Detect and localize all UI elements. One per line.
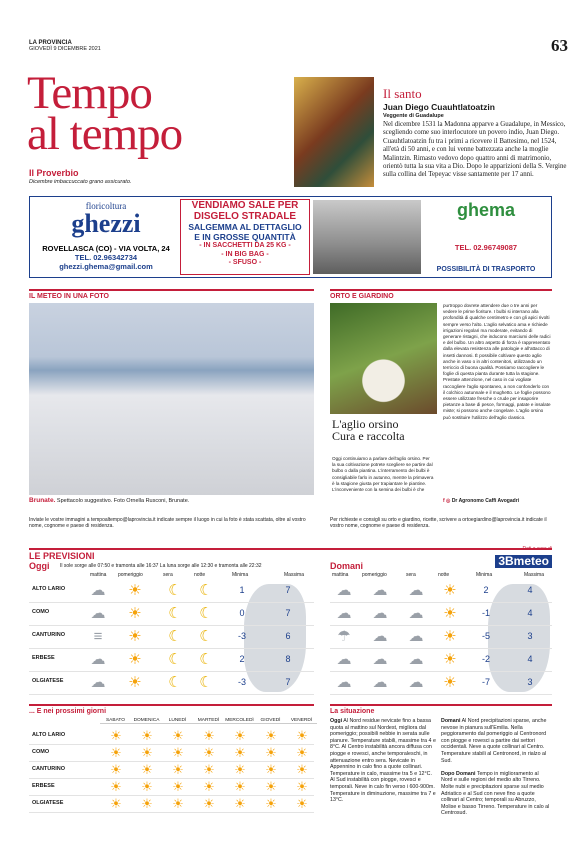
ad-ghema-transport: POSSIBILITÀ DI TRASPORTO (436, 266, 536, 273)
cloud-icon: ☁ (372, 674, 388, 691)
previsioni-heading: LE PREVISIONI (29, 548, 552, 561)
sun-icon: ☀ (265, 796, 277, 811)
temp-max: 3 (527, 631, 533, 641)
temp-max: 4 (527, 608, 533, 618)
sun-icon: ☀ (128, 605, 142, 622)
week-day-header: GIOVEDÌ (255, 718, 286, 724)
situazione-oggi (330, 718, 436, 804)
col-massima-dom: Massima (524, 572, 545, 578)
temp-min: -5 (481, 631, 490, 641)
temp-max: 6 (285, 631, 291, 641)
row-divider (29, 694, 314, 695)
meteo-foto-heading: IL METEO IN UNA FOTO (29, 289, 314, 300)
sun-icon: ☀ (296, 728, 308, 743)
ad-mid-line4: E IN GROSSE QUANTITÀ (194, 232, 296, 242)
moon-icon: ☾ (168, 651, 182, 668)
sun-icon: ☀ (172, 796, 184, 811)
orto-author (443, 498, 519, 504)
week-day-header: MERCOLEDÌ (225, 718, 254, 723)
orto-photo (330, 303, 437, 414)
sun-icon: ☀ (265, 728, 277, 743)
cloud-icon: ☁ (372, 605, 388, 622)
sun-icon: ☀ (141, 745, 153, 760)
temp-max: 7 (285, 608, 291, 618)
proverb-text: Dicembre imbaccuccato grano assicurato. (29, 179, 132, 185)
ad-warehouse-photo (313, 200, 421, 274)
row-divider (330, 694, 552, 695)
cloud-icon: ☁ (336, 582, 352, 599)
prossimi-heading: ... E nei prossimi giorni (29, 704, 314, 715)
orto-author-name: Dr Agronomo Caffi Avogadri (451, 498, 520, 504)
sun-icon: ☀ (203, 762, 215, 777)
col-mattina: mattina (90, 572, 107, 578)
ad-flor-email: ghezzi.ghema@gmail.com (59, 262, 153, 271)
sun-icon: ☀ (296, 762, 308, 777)
sun-icon: ☀ (443, 651, 457, 668)
week-day-header: LUNEDÌ (162, 718, 193, 724)
sun-icon: ☀ (172, 779, 184, 794)
sun-icon: ☀ (110, 745, 122, 760)
temp-max: 8 (285, 654, 291, 664)
sun-icon: ☀ (234, 728, 246, 743)
sun-icon: ☀ (128, 674, 142, 691)
cloud-icon: ☁ (90, 582, 106, 599)
ad-mid-line5: - IN SACCHETTI DA 25 KG - (199, 242, 291, 249)
santo-text: Nel dicembre 1531 la Madonna apparve a Guadalupe, in Messico, scegliendo come suo interlocutore un povero indio, Juan Diego. Cuauhtlatoatzin fu tra i primi a ricevere il Battesimo, nel 1524, all'età di 50 anni, e con lui venne battezzata anche la moglie Malintzin. Rimasto vedovo dopo quattro anni di matrimonio, orientò tutta la sua vita a Dio. Dopo le apparizioni della S. Vergine sulla collina del Tepeyac visse santamente per 17 anni. (383, 121, 567, 179)
sun-icon: ☀ (128, 628, 142, 645)
temp-max: 4 (527, 654, 533, 664)
col-notte-dom: notte (438, 572, 450, 578)
moon-icon: ☾ (168, 674, 182, 691)
sun-icon: ☀ (110, 779, 122, 794)
sit-dopo-label: Dopo Domani (441, 770, 476, 777)
temp-max: 7 (285, 677, 291, 687)
cloud-icon: ☁ (408, 651, 424, 668)
temp-max: 4 (527, 585, 533, 595)
week-row-label: OLGIATESE (32, 800, 64, 806)
temp-min: -3 (237, 677, 246, 687)
sun-icon: ☀ (265, 745, 277, 760)
sun-icon: ☀ (203, 779, 215, 794)
sun-icon: ☀ (296, 779, 308, 794)
dati-credit (483, 546, 552, 570)
sun-icon: ☀ (443, 582, 457, 599)
meteo-photo (29, 303, 314, 495)
sun-icon: ☀ (172, 745, 184, 760)
temp-min: -2 (481, 654, 490, 664)
ad-flor-name: ghezzi (71, 209, 141, 238)
week-day-header: SABATO (100, 718, 131, 724)
week-row-label: CANTURINO (32, 766, 65, 772)
dati-credit-brand: 3Bmeteo (495, 555, 552, 568)
meteo-caption (29, 497, 189, 504)
row-divider (330, 602, 552, 603)
cloud-icon: ☁ (408, 582, 424, 599)
row-divider (330, 648, 552, 649)
santo-subtitle: Veggente di Guadalupe (383, 113, 444, 119)
sun-icon: ☀ (128, 651, 142, 668)
orto-text-col1: Oggi continuiamo a parlare dell'aglio orsino. Per la sua coltivazione potrete scegliere se partire dal bulbo o dalla piantina. L'interramento dei bulbi è consigliabile farlo in autunno, mentre la primavera è la stagione giusta per trapiantare le piantine. L'inconveniente con la semina dei bulbi è che (332, 456, 434, 493)
cloud-icon: ☁ (372, 651, 388, 668)
moon-icon: ☾ (199, 674, 213, 691)
moon-icon: ☾ (199, 651, 213, 668)
masthead (29, 40, 101, 52)
forecast-row-label: COMO (32, 609, 50, 615)
week-day-header: DOMENICA (131, 718, 162, 724)
oggi-label: Oggi (29, 561, 50, 571)
cloud-icon: ☁ (336, 605, 352, 622)
page-number: 63 (551, 36, 568, 55)
sun-icon: ☀ (234, 796, 246, 811)
cloud-icon: ☁ (408, 674, 424, 691)
sun-icon: ☀ (443, 628, 457, 645)
rain-icon: ☂ (337, 628, 351, 645)
orto-title-line2: Cura e raccolta (332, 429, 405, 443)
sun-icon: ☀ (265, 762, 277, 777)
sun-icon: ☀ (265, 779, 277, 794)
cloud-icon: ☁ (408, 605, 424, 622)
ad-floricoltura (35, 201, 177, 271)
orto-heading: ORTO E GIARDINO (330, 289, 552, 300)
col-notte: notte (194, 572, 206, 578)
page-title (27, 67, 183, 160)
cloud-icon: ☁ (372, 582, 388, 599)
week-row-label: ERBESE (32, 783, 55, 789)
sun-icon: ☀ (234, 762, 246, 777)
ad-ghema-tel: TEL. 02.96749087 (454, 243, 518, 252)
ad-mid-line7: - SFUSO - (228, 259, 262, 266)
temp-min: -3 (237, 631, 246, 641)
forecast-row-label: ERBESE (32, 655, 55, 661)
ad-ghema-name: ghema (456, 200, 516, 220)
sun-icon: ☀ (110, 762, 122, 777)
ad-mid-line1: VENDIAMO SALE PER (191, 200, 299, 211)
sun-icon: ☀ (203, 796, 215, 811)
sun-icon: ☀ (141, 796, 153, 811)
forecast-row-label: ALTO LARIO (32, 586, 66, 592)
week-day-header: MARTEDÌ (193, 718, 224, 724)
temp-min: 0 (239, 608, 245, 618)
sun-icon: ☀ (141, 728, 153, 743)
proverb-heading: Il Proverbio (29, 168, 79, 178)
cloud-icon: ☁ (336, 674, 352, 691)
sun-icon: ☀ (443, 605, 457, 622)
moon-icon: ☾ (168, 628, 182, 645)
week-row-label: COMO (32, 749, 50, 755)
ad-flor-address: ROVELLASCA (CO) - VIA VOLTA, 24 (42, 244, 170, 253)
domani-label: Domani (330, 561, 364, 571)
week-day-header: VENERDÌ (286, 718, 317, 724)
col-mattina-dom: mattina (332, 572, 349, 578)
sun-icon: ☀ (296, 796, 308, 811)
col-sera: sera (163, 572, 173, 578)
temp-max: 7 (285, 585, 291, 595)
temp-min: 2 (483, 585, 489, 595)
sun-moon-times: Il sole sorge alle 07:50 e tramonta alle 16:37 La luna sorge alle 12:30 e tramonta alle 22:32 (60, 563, 262, 569)
sun-icon: ☀ (203, 728, 215, 743)
situazione-domani (441, 718, 551, 817)
col-minima-dom: Minima (476, 572, 493, 578)
sit-oggi-label: Oggi (330, 718, 343, 724)
temp-min: 1 (239, 585, 245, 595)
sun-icon: ☀ (172, 728, 184, 743)
sun-icon: ☀ (234, 779, 246, 794)
sit-oggi-text: Al Nord residue nevicate fino a bassa quota al mattino sul Nordest, migliora dal pomeriggio; possibili nebbie in serata sulle pianure. Temperature stabili, massime tra 4 e 8°C. Al Centro instabilità ancora diffusa con piogge e rovesci, anche temporaleschi, in attenuazione entro sera. Nevicate in Appennino in calo fino a quote collinari. Temperature in calo, massime tra 5 e 12°C. Al Sud instabilità con piogge, rovesci e temporali. Neve in calo fin verso i 600-900m. Temperature in diminuzione, massime tra 7 e 13°C. (330, 718, 436, 804)
forecast-row-label: CANTURINO (32, 632, 65, 638)
sun-icon: ☀ (234, 745, 246, 760)
temp-min: -7 (481, 677, 490, 687)
sun-icon: ☀ (443, 674, 457, 691)
ad-sale-box (180, 199, 310, 275)
meteo-foto-footer: Inviate le vostre immagini a tempoaltempo@laprovincia.it indicate sempre il luogo in cui la foto è stata scattata, oltre al vostro nome, cognome e paese di residenza. (29, 517, 306, 529)
region-map-tomorrow (488, 584, 550, 692)
row-divider (29, 671, 314, 672)
fog-icon: ≡ (93, 628, 103, 645)
cloud-icon: ☁ (90, 651, 106, 668)
row-divider (29, 648, 314, 649)
cloud-icon: ☁ (90, 674, 106, 691)
santo-name: Juan Diego Cuauhtlatoatzin (383, 102, 495, 112)
ad-ghema (424, 200, 548, 273)
temp-min: -1 (481, 608, 490, 618)
ad-mid-line6: - IN BIG BAG - (221, 250, 269, 258)
paper-name: LA PROVINCIA (29, 40, 72, 46)
row-divider (29, 602, 314, 603)
moon-icon: ☾ (199, 605, 213, 622)
sun-icon: ☀ (141, 779, 153, 794)
cloud-icon: ☁ (408, 628, 424, 645)
row-divider (330, 671, 552, 672)
ad-flor-brand: floricoltura (85, 201, 127, 211)
sun-icon: ☀ (203, 745, 215, 760)
moon-icon: ☾ (168, 582, 182, 599)
row-divider (29, 812, 314, 813)
temp-min: 2 (239, 654, 245, 664)
santo-image (294, 77, 374, 187)
forecast-row-label: OLGIATESE (32, 678, 64, 684)
cloud-icon: ☁ (90, 605, 106, 622)
ad-mid-line2: DISGELO STRADALE (193, 211, 297, 222)
moon-icon: ☾ (168, 605, 182, 622)
ad-mid-line3: SALGEMMA AL DETTAGLIO (188, 222, 302, 232)
santo-heading: Il santo (383, 86, 422, 101)
orto-text-col2: purtroppo dovrete attendere due o tre anni per vedere le prime fioriture. I bulbi si interrano alla profondità di qualche centimetro e con gli apici rivolti sempre verso l'alto. L'aglio selvatico ama e richiede irrigazioni regolari ma moderate, evitando di generare ristagni, che inducono marciumi delle radici e del bulbo. Un altro aspetto di forza è rappresentato dalla elevata resistenza alle patologie e all'attacco di insetti dannosi. È possibile coltivare questo aglio anche in vaso o in altri contenitori, utilizzando un terriccio di buona qualità. Possiamo raccogliere le foglie di questa pianta durante tutta la stagione. Prestate attenzione, nel caso in cui vogliate raccogliere l'aglio spontaneo, a non confonderlo con il colchico autunnale e il mughetto. Le foglie possono essere utilizzate fresche o crude per insaporire pietanze a base di pesce, formaggi, patate e insalate miste; si possono anche congelare. L'aglio orsino può sostituire l'utilizzo dell'aglio classico. (443, 303, 551, 420)
title-line1: Tempo (27, 67, 152, 119)
col-minima: Minima (232, 572, 249, 578)
orto-title (332, 418, 405, 442)
sit-domani-text: Al Nord precipitazioni sparse, anche nevose in pianura sull'Emilia. Nella peggioramento dal pomeriggio al Centronord con piogge e rovesci a partire dai settori occidentali. Neve a quote collinari al Centro. Temperature stabili al Centronord, in rialzo al Sud. (441, 718, 547, 764)
orto-title-line1: L'aglio orsino (332, 417, 399, 431)
moon-icon: ☾ (199, 628, 213, 645)
sun-icon: ☀ (110, 796, 122, 811)
dati-credit-label: Dati a cura di (522, 546, 552, 552)
moon-icon: ☾ (199, 582, 213, 599)
situazione-heading: La situazione (330, 704, 552, 715)
temp-max: 3 (527, 677, 533, 687)
col-massima: Massima (284, 572, 305, 578)
meteo-caption-place: Brunate. (29, 497, 56, 504)
sun-icon: ☀ (141, 762, 153, 777)
orto-footer: Per richieste e consigli su orto e giardino, ricette, scrivere a ortoegiardino@laprovincia.it indicate il vostro nome, cognome e paese di residenza. (330, 517, 547, 529)
ad-flor-tel: TEL. 02.96342734 (74, 253, 138, 262)
row-divider (330, 625, 552, 626)
sun-icon: ☀ (296, 745, 308, 760)
col-pomeriggio-dom: pomeriggio (362, 572, 387, 578)
sit-domani-label: Domani (441, 718, 461, 724)
cloud-icon: ☁ (336, 651, 352, 668)
sun-icon: ☀ (172, 762, 184, 777)
col-sera-dom: sera (406, 572, 416, 578)
social-icons: f ◎ (443, 498, 452, 504)
row-divider (29, 625, 314, 626)
cloud-icon: ☁ (372, 628, 388, 645)
sit-dopo-text: Tempo in miglioramento al Nord e sulle regioni del medio alto Tirreno. Molte nubi e precipitazioni sparse sul medio Adriatico e al Sud con neve fino a quote collinari al Centro; temporali su Abruzzo, Molise e basso Tirreno. Temperature in calo al Centrosud. (441, 770, 550, 817)
meteo-caption-text: Spettacolo suggestivo. Foto Ornella Rusconi, Brunate. (55, 498, 190, 504)
sun-icon: ☀ (128, 582, 142, 599)
sun-icon: ☀ (110, 728, 122, 743)
paper-date: GIOVEDÌ 9 DICEMBRE 2021 (29, 46, 101, 52)
week-row-label: ALTO LARIO (32, 732, 66, 738)
col-pomeriggio: pomeriggio (118, 572, 143, 578)
title-line2: al tempo (27, 108, 183, 160)
